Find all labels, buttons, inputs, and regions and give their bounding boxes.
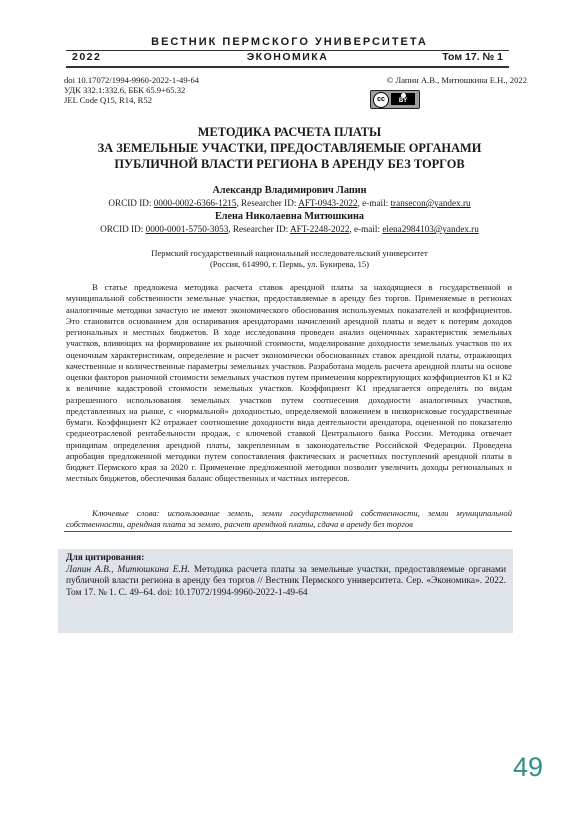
copyright: © Лапин А.В., Митюшкина Е.Н., 2022 (386, 75, 527, 85)
author-name: Александр Владимирович Лапин (212, 185, 367, 196)
title-line: ПУБЛИЧНОЙ ВЛАСТИ РЕГИОНА В АРЕНДУ БЕЗ ТОРГОВ (114, 157, 465, 171)
header-year: 2022 (72, 51, 102, 63)
orcid-label: ORCID ID: (108, 198, 154, 208)
keywords-text: Ключевые слова: использование земель, земли государственной собственности, земли муниципальной собственности, арендная плата за землю, расчет арендной платы, сдача в аренду без торгов (66, 508, 512, 530)
orcid-link[interactable]: 0000-0001-5750-3053 (145, 224, 229, 234)
email-link[interactable]: elena2984103@yandex.ru (382, 224, 479, 234)
citation-authors: Лапин А.В., Митюшкина Е.Н. (66, 565, 190, 575)
researcher-id-link[interactable]: AFT-0943-2022 (298, 198, 358, 208)
title-line: МЕТОДИКА РАСЧЕТА ПЛАТЫ (197, 125, 382, 139)
email-label: , e-mail: (349, 224, 383, 234)
udk: УДК 332.1:332.6, ББК 65.9+65.32 (64, 85, 186, 95)
doi[interactable]: doi 10.17072/1994-9960-2022-1-49-64 (64, 75, 200, 85)
header-volume: Том 17. № 1 (442, 51, 503, 63)
cc-by-license-icon[interactable] (370, 90, 420, 109)
author-ids (0, 224, 579, 234)
author-ids (0, 198, 579, 208)
email-label: , e-mail: (357, 198, 391, 208)
jel-code: JEL Code Q15, R14, R52 (64, 95, 153, 105)
affiliation-name: Пермский государственный национальный исследовательский университет (151, 248, 428, 258)
abstract-text: В статье предложена методика расчета ставок арендной платы за находящиеся в государственной и муниципальной собственности земельные участки, предоставляемые в аренду без торгов. Применяемые в регионах аналогичные методики зачастую не имеют экономического обоснования используемых показателей и коэффициентов. Это становится основанием для оспаривания арендаторами начислений арендной платы и ведет к потерям доходов региональных и местных бюджетов. В ходе исследования проведен анализ оценочных характеристик земельных участков, влияющих на формирование их рыночной стоимости, моделирование доходности земельных участков по их оценочным характеристикам, определение и расчет экономически обоснованных ставок арендной платы, отражающих качественные и количественные параметры земельных участков. Разработана модель расчета арендной платы на основе оценки факторов рыночной стоимости земельных участков путем применения корректирующих коэффициентов К1 и К2 к величине кадастровой стоимости земельных участков. Коэффициент К1 предлагается определять по видам разрешенного использования земельных участков путем соотнесения доходности аналогичных участков, представленных на рынке, с «нормальной» доходностью, определяемой вложением в низкорисковые государственные бумаги. Коэффициент К2 отражает соотношение доходности вида деятельности арендатора, оцененной по показателю среднеотраслевой рентабельности продаж, с ключевой ставкой Центрального банка России. Методика отвечает принципам определения арендной платы, закрепленным в законодательстве Российской Федерации. Проведена апробация предложенной методики путем сопоставления фактических и расчетных поступлений арендной платы в бюджет Пермского края за 2020 г. Применение предложенной методики позволит увеличить доходы региональных и местных бюджетов, обеспечивая баланс общественных и частных интересов. (66, 282, 512, 484)
affiliation-address: (Россия, 614990, г. Пермь, ул. Букирева, 15) (209, 259, 370, 269)
article-meta (64, 75, 199, 105)
page-number: 49 (513, 752, 544, 782)
researcher-id-link[interactable]: AFT-2248-2022 (290, 224, 350, 234)
header-section: ЭКОНОМИКА (246, 51, 329, 63)
citation-body: Методика расчета платы за земельные участки, предоставляемые органами публичной власти региона в аренду без торгов // Вестник Пермского университета. Сер. «Экономика». 2022. Том 17. № 1. С. 49–64. doi: 10.17072/1994-9960-2022-1-49-64 (66, 565, 506, 598)
author-name: Елена Николаевна Митюшкина (215, 211, 364, 222)
journal-name: ВЕСТНИК ПЕРМСКОГО УНИВЕРСИТЕТА (151, 36, 428, 48)
article-title (40, 124, 539, 172)
title-line: ЗА ЗЕМЕЛЬНЫЕ УЧАСТКИ, ПРЕДОСТАВЛЯЕМЫЕ ОРГАНАМИ (97, 141, 482, 155)
header-rule-bottom (66, 66, 509, 68)
email-link[interactable]: transecon@yandex.ru (390, 198, 471, 208)
affiliation (0, 248, 579, 270)
by-icon (391, 93, 415, 105)
researcher-id-label: , Researcher ID: (236, 198, 299, 208)
orcid-link[interactable]: 0000-0002-6366-1215 (153, 198, 237, 208)
orcid-label: ORCID ID: (100, 224, 146, 234)
divider (64, 531, 512, 532)
running-header (66, 51, 509, 65)
keywords (66, 508, 512, 531)
cc-icon: cc (373, 92, 389, 108)
by-label: BY (398, 98, 408, 104)
abstract (66, 282, 512, 485)
citation-text (66, 565, 506, 599)
citation-heading: Для цитирования: (66, 553, 145, 563)
researcher-id-label: , Researcher ID: (228, 224, 291, 234)
